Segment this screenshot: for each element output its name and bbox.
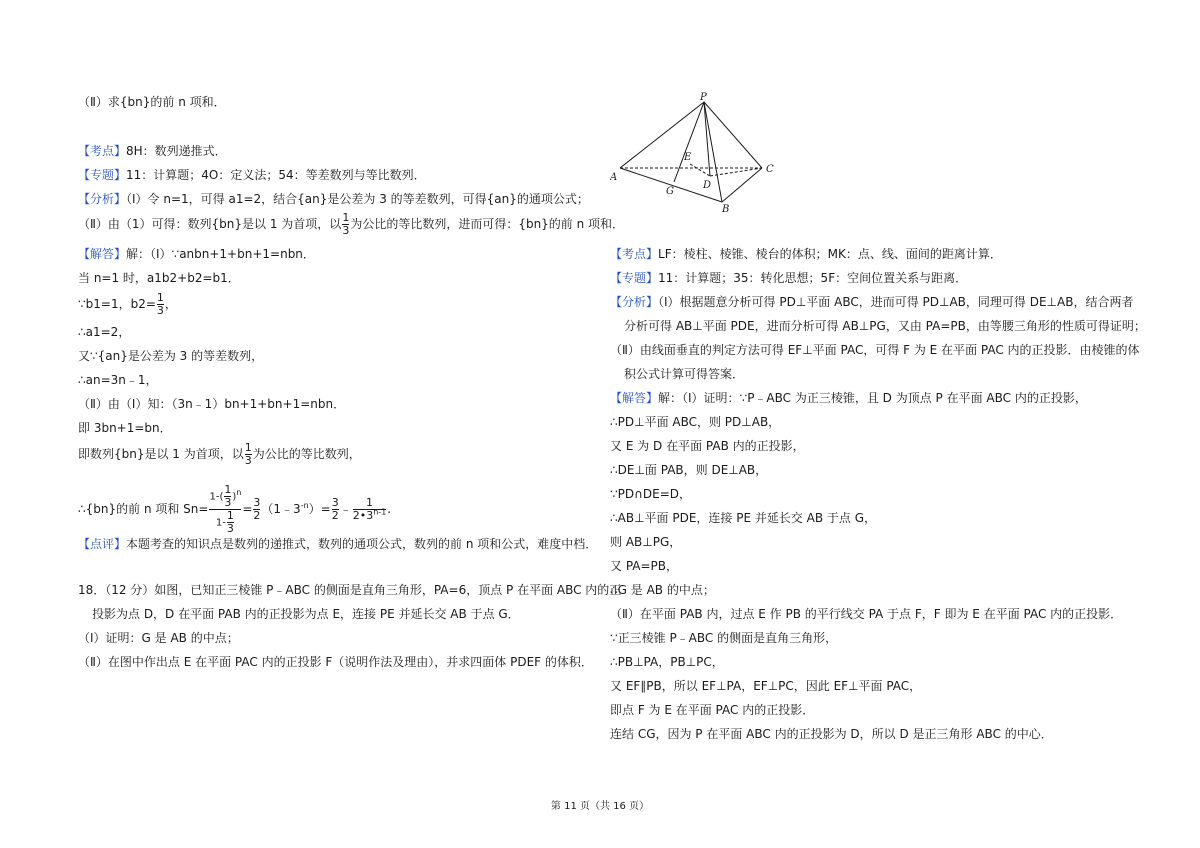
fenxi-text-2a: （Ⅱ）由（1）可得：数列{bn}是以 1 为首项，以 [78,217,342,231]
jieda-line-9 [78,442,361,467]
sum-text-e: . [387,502,392,516]
sum-big-fraction [209,484,241,535]
dianping-tag: 【点评】 [78,537,127,551]
jieda-line-2: 当 n=1 时，a1b2+b2=b1． [78,271,240,285]
r-zhuanti-line [610,270,967,286]
label-p: P [700,92,707,103]
kaodian-tag: 【考点】 [78,144,127,158]
zhuanti-line [78,167,426,183]
sup-n: n [236,488,242,498]
q2-prompt: （Ⅱ）求{bn}的前 n 项和． [78,95,226,109]
jieda-text-9a: 即数列{bn}是以 1 为首项，以 [78,447,244,461]
r-solution-line: ∴DE⊥面 PAB，则 DE⊥AB， [610,463,768,477]
fenxi-tag: 【分析】 [78,192,127,206]
jieda-line-7: （Ⅱ）由（I）知：（3n﹣1）bn+1+bn+1=nbn． [78,397,346,411]
q18-line-3: （Ⅰ）证明：G 是 AB 的中点； [78,631,239,645]
q18-line-1: 18．（12 分）如图，已知正三棱锥 P﹣ABC 的侧面是直角三角形，PA=6，顶点 P 在平面 ABC 内的正 [78,583,622,597]
r-fenxi-line-2: 分析可得 AB⊥平面 PDE，进而分析可得 AB⊥PG，又由 PA=PB，由等腰三角形的性质可得证明； [624,319,1146,333]
fraction-one-third [342,212,349,237]
fraction-one-third [227,510,234,535]
sum-formula: ∴{bn}的前 n 项和 Sn= 1-( $\frac{1}{3}$ )$^n$ 1- $\frac{1}{3}$ = $\frac{3}{2}$ $(1﹣3^{-n})=$ $\frac{3}{2}$ ﹣ $\frac{1}{2•3^{n-1}}$ . [78,483,392,535]
frac-num: 3 [331,496,339,509]
label-a: A [610,172,618,183]
sum-denominator [216,510,235,535]
r-zhuanti-tag: 【专题】 [610,271,659,285]
sum-text-d: ﹣ [339,502,352,516]
jieda-text-1: 解：（Ⅰ）∵anbn+1+bn+1=nbn． [126,247,315,261]
r-jieda-tag: 【解答】 [610,391,659,405]
frac-den: 3 [156,304,164,317]
fraction-one-third [157,292,164,317]
sup-n-minus-1: n-1 [373,507,387,517]
zhuanti-tag: 【专题】 [78,168,127,182]
frac-num: 3 [253,496,261,509]
jieda-text-3a: ∵b1=1，b2= [78,297,156,311]
frac-den: 3 [226,522,234,535]
jieda-text-9b: 为公比的等比数列， [252,447,361,461]
q18-line-2: 投影为点 D，D 在平面 PAB 内的正投影为点 E，连接 PE 并延长交 AB 于点 G． [92,607,520,621]
r-fenxi-line-1 [610,294,1133,310]
dianping-line [78,536,597,552]
page-footer: 第 11 页（共 16 页） [550,801,650,812]
frac-den-text: 2•3 [352,509,374,522]
r-solution-line: 又 EF∥PB，所以 EF⊥PA，EF⊥PC，因此 EF⊥平面 PAC， [610,679,922,693]
jieda-line-1 [78,246,315,262]
jieda-line-8: 即 3bn+1=bn． [78,421,172,435]
r-fenxi-line-3: （Ⅱ）由线面垂直的判定方法可得 EF⊥平面 PAC，可得 F 为 E 在平面 PAC 内的正投影．由棱锥的体 [610,343,1140,357]
r-solution-line: ∴G 是 AB 的中点； [610,583,715,597]
r-solution-line: ∴PD⊥平面 ABC，则 PD⊥AB， [610,415,781,429]
pyramid-figure [610,90,790,218]
frac-num: 1 [366,496,373,509]
sum-text-b: （1﹣3 [261,502,301,516]
fraction-one-third [224,484,231,509]
frac-den: 3 [224,496,232,509]
r-solution-line: 即点 F 为 E 在平面 PAC 内的正投影． [610,703,815,717]
fraction-three-halves [332,497,339,522]
label-e: E [684,152,692,163]
r-solution-line: 又 PA=PB， [610,559,679,573]
frac-num: 1 [226,509,234,522]
frac-text: 1- [209,491,220,503]
jieda-line-5: 又∵{an}是公差为 3 的等差数列， [78,349,264,363]
q18-line-4: （Ⅱ）在图中作出点 E 在平面 PAC 内的正投影 F（说明作法及理由），并求四面体 PDEF 的体积． [78,655,593,669]
fenxi-text-2b: 为公比的等比数列，进而可得：{bn}的前 n 项和． [350,217,625,231]
r-solution-line: 连结 CG，因为 P 在平面 ABC 内的正投影为 D，所以 D 是正三角形 ABC 的中心． [610,727,1053,741]
label-d: D [703,180,712,191]
kaodian-line [78,143,227,159]
r-solution-line: （Ⅱ）在平面 PAB 内，过点 E 作 PB 的平行线交 PA 于点 F，F 即为 E 在平面 PAC 内的正投影． [610,607,1123,621]
label-b: B [722,204,730,215]
sum-text-a: ∴{bn}的前 n 项和 Sn= [78,502,209,516]
frac-den: 3 [244,454,252,467]
r-fenxi-text-1: （Ⅰ）根据题意分析可得 PD⊥平面 ABC，进而可得 PD⊥AB，同理可得 DE⊥AB，结合两者 [658,295,1134,309]
jieda-line-4: ∴a1=2， [78,325,131,339]
r-solution-line: ∴AB⊥平面 PDE，连接 PE 并延长交 AB 于点 G， [610,511,877,525]
jieda-text-3b: ， [164,297,177,311]
zhuanti-text: 11：计算题；4O：定义法；54：等差数列与等比数列． [126,168,426,182]
r-fenxi-line-4: 积公式计算可得答案． [624,367,745,381]
r-solution-line: ∵正三棱锥 P﹣ABC 的侧面是直角三角形， [610,631,838,645]
fenxi-text-1: （Ⅰ）令 n=1，可得 a1=2，结合{an}是公差为 3 的等差数列，可得{an}的通项公式； [126,192,589,206]
frac-num: 1 [342,211,350,224]
jieda-line-6: ∴an=3n﹣1， [78,373,158,387]
jieda-line-3 [78,292,177,317]
fenxi-line-1 [78,191,589,207]
r-zhuanti-text: 11：计算题；35：转化思想；5F：空间位置关系与距离． [658,271,968,285]
fraction-one-third [245,442,252,467]
frac-den: 2 [331,509,339,522]
frac-den: 3 [342,224,350,237]
r-solution-line: 又 E 为 D 在平面 PAB 内的正投影， [610,439,805,453]
frac-num: 1 [224,483,232,496]
jieda-tag: 【解答】 [78,247,127,261]
dianping-text: 本题考查的知识点是数列的递推式，数列的通项公式，数列的前 n 项和公式，难度中档． [126,537,598,551]
frac-num: 1 [244,441,252,454]
fenxi-line-2 [78,212,624,237]
sum-numerator: 1-( $\frac{1}{3}$ )$^n$ [209,483,242,509]
r-solution-line: 则 AB⊥PG， [610,535,682,549]
frac-den: 2 [253,509,261,522]
fraction-three-halves [253,497,260,522]
frac-den [352,507,387,522]
fraction-tail [353,497,387,522]
r-kaodian-text: LF：棱柱、棱锥、棱台的体积；MK：点、线、面间的距离计算． [658,247,1002,261]
frac-num: 1 [156,291,164,304]
kaodian-text: 8H：数列递推式． [126,144,227,158]
r-jieda-text-1: 解：（Ⅰ）证明：∵P﹣ABC 为正三棱锥，且 D 为顶点 P 在平面 ABC 内的正投影， [658,391,1087,405]
r-solution-line: ∴PB⊥PA，PB⊥PC， [610,655,724,669]
r-solution-line: ∵PD∩DE=D， [610,487,692,501]
label-g: G [666,186,674,197]
label-c: C [766,164,774,175]
frac-text: 1- [215,517,226,529]
r-fenxi-tag: 【分析】 [610,295,659,309]
sum-text-c: ）= [308,502,331,516]
r-kaodian-tag: 【考点】 [610,247,659,261]
r-kaodian-line [610,246,1002,262]
sup-neg-n: -n [300,501,309,510]
r-jieda-line-1 [610,390,1087,406]
